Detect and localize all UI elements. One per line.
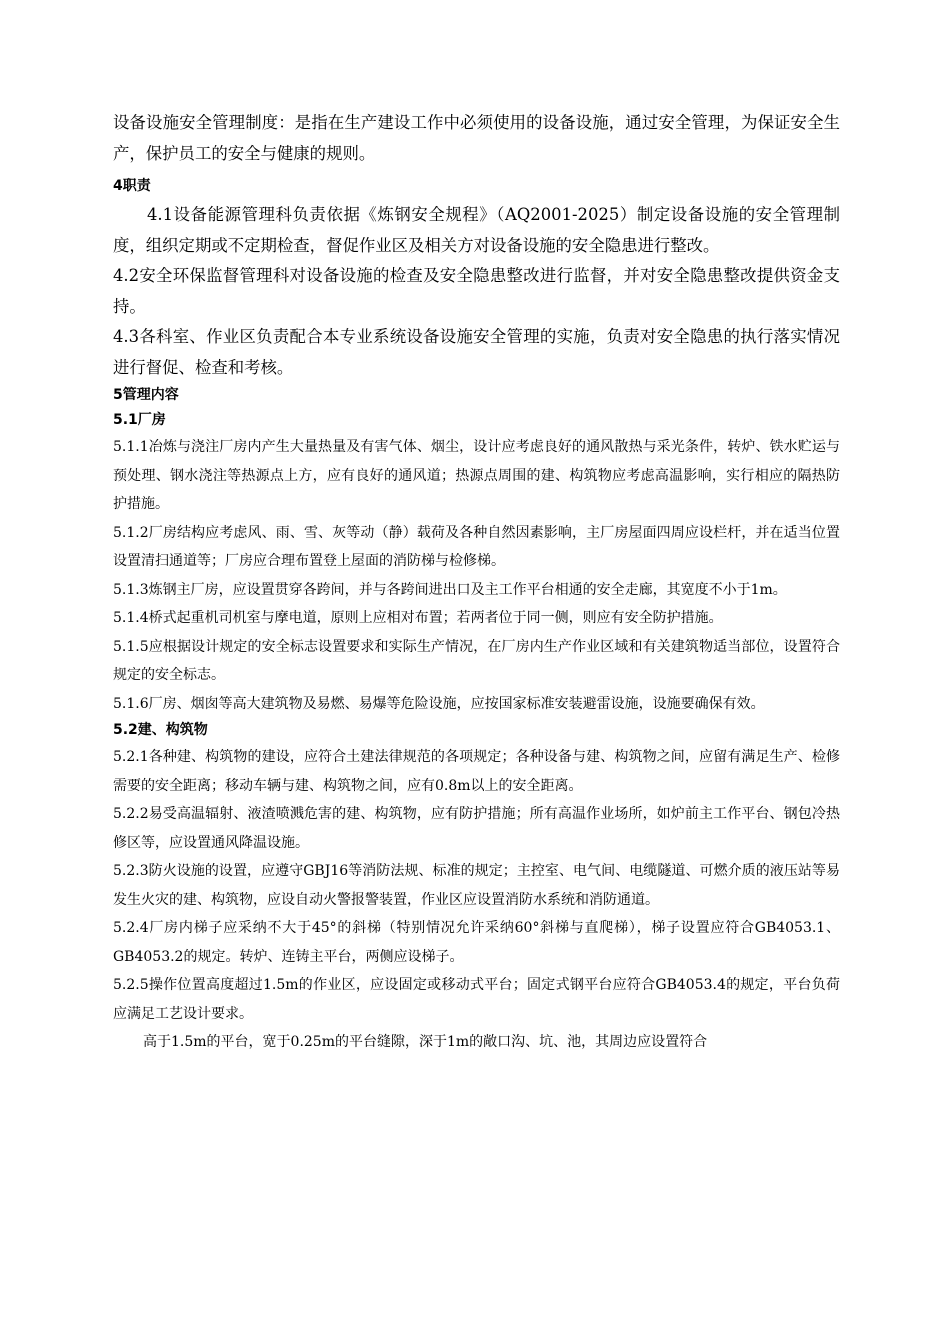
- clause-5-1-5: 5.1.5应根据设计规定的安全标志设置要求和实际生产情况，在厂房内生产作业区域和有关建筑物适当部位，设置符合规定的安全标志。: [113, 638, 840, 683]
- clause-5-1-6: 5.1.6厂房、烟囱等高大建筑物及易燃、易爆等危险设施，应按国家标准安装避雷设施，设施要确保有效。: [113, 695, 765, 712]
- clause-5-2-5-continuation: 高于1.5m的平台，宽于0.25m的平台缝隙，深于1m的敞口沟、坑、池，其周边应设置符合: [143, 1034, 708, 1050]
- clause-4-2: 4.2安全环保监督管理科对设备设施的检查及安全隐患整改进行监督，并对安全隐患整改提供资金支持。: [113, 266, 840, 316]
- clause-5-2-2: 5.2.2易受高温辐射、液渣喷溅危害的建、构筑物，应有防护措施；所有高温作业场所，如炉前主工作平台、钢包冷热修区等，应设置通风降温设施。: [113, 806, 840, 851]
- clause-5-2-1: 5.2.1各种建、构筑物的建设，应符合土建法律规范的各项规定；各种设备与建、构筑物之间，应留有满足生产、检修需要的安全距离；移动车辆与建、构筑物之间，应有0.8m以上的安全距离。: [113, 749, 840, 794]
- clause-5-1-1: 5.1.1冶炼与浇注厂房内产生大量热量及有害气体、烟尘，设计应考虑良好的通风散热与采光条件，转炉、铁水贮运与预处理、钢水浇注等热源点上方，应有良好的通风道；热源点周围的建、构筑物应考虑高温影响，实行相应的隔热防护措施。: [113, 439, 840, 512]
- section-5-2-heading: 5.2建、构筑物: [113, 722, 208, 738]
- section-4-heading: 4职责: [113, 178, 151, 194]
- clause-5-2-4: 5.2.4厂房内梯子应采纳不大于45°的斜梯（特别情况允许采纳60°斜梯与直爬梯），梯子设置应符合GB4053.1、GB4053.2的规定。转炉、连铸主平台，两侧应设梯子。: [113, 920, 840, 965]
- clause-4-1: 4.1设备能源管理科负责依据《炼钢安全规程》（AQ2001-2025）制定设备设施的安全管理制度，组织定期或不定期检查，督促作业区及相关方对设备设施的安全隐患进行整改。: [113, 205, 840, 255]
- clause-5-2-3: 5.2.3防火设施的设置，应遵守GBJ16等消防法规、标准的规定；主控室、电气间、电缆隧道、可燃介质的液压站等易发生火灾的建、构筑物，应设自动火警报警装置，作业区应设置消防水系统和消防通道。: [113, 863, 840, 908]
- clause-5-2-5: 5.2.5操作位置高度超过1.5m的作业区，应设固定或移动式平台；固定式钢平台应符合GB4053.4的规定，平台负荷应满足工艺设计要求。: [113, 977, 840, 1022]
- section-5-1-heading: 5.1厂房: [113, 412, 166, 428]
- definition-paragraph: 设备设施安全管理制度：是指在生产建设工作中必须使用的设备设施，通过安全管理，为保证安全生产，保护员工的安全与健康的规则。: [113, 113, 840, 163]
- clause-5-1-3: 5.1.3炼钢主厂房，应设置贯穿各跨间，并与各跨间进出口及主工作平台相通的安全走廊，其宽度不小于1m。: [113, 581, 787, 598]
- clause-5-1-4: 5.1.4桥式起重机司机室与摩电道，原则上应相对布置；若两者位于同一侧，则应有安全防护措施。: [113, 610, 723, 626]
- section-5-heading: 5管理内容: [113, 387, 179, 403]
- clause-4-3: 4.3各科室、作业区负责配合本专业系统设备设施安全管理的实施，负责对安全隐患的执行落实情况进行督促、检查和考核。: [113, 327, 840, 377]
- clause-5-1-2: 5.1.2厂房结构应考虑风、雨、雪、灰等动（静）载荷及各种自然因素影响，主厂房屋面四周应设栏杆，并在适当位置设置清扫通道等；厂房应合理布置登上屋面的消防梯与检修梯。: [113, 524, 840, 569]
